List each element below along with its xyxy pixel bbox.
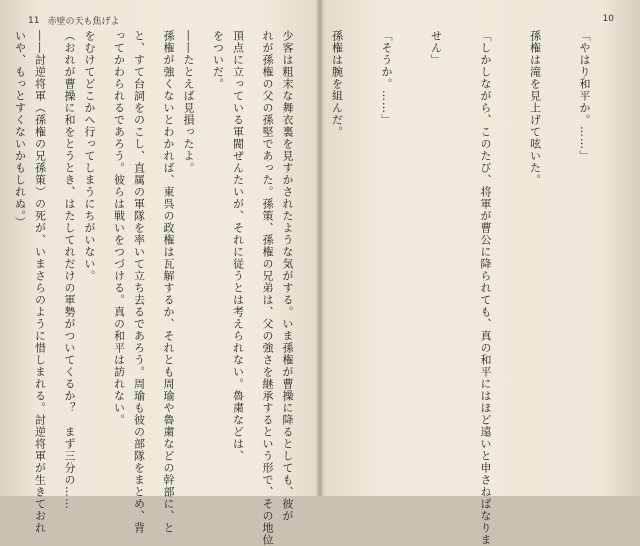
- text-line: 頂点に立っている軍閥ぜんたいが、それに従うとは考えられない。魯粛などは、: [231, 30, 245, 462]
- running-title: 赤壁の天も焦げよ: [47, 17, 120, 27]
- text-line: 少客は粗末な舞衣裏を見すかされたような気がする。いま孫権が曹操に降るとしても、彼が: [281, 30, 294, 522]
- left-page-number: 11: [28, 15, 40, 26]
- text-line: 孫権は腕を組んだ。: [330, 30, 344, 138]
- text-line: 「そうか。……」: [380, 30, 393, 126]
- text-line: ってかわられるであろう。彼らは戦いをつづける。真の和平は訪れない。: [112, 30, 126, 426]
- text-line: をついだ。: [211, 30, 225, 90]
- text-line: 「やはり和平か。……」: [578, 30, 591, 162]
- text-line: ――たとえば見損ったよ。: [182, 30, 195, 174]
- text-line: いや、もっとすくないかもしれぬ。）: [13, 30, 27, 229]
- right-page-header: [603, 14, 614, 24]
- text-line: れが孫権の父の孫堅であった。孫策、孫権の兄弟は、父の強さを継承するという形で、その地位: [261, 30, 274, 546]
- text-line: せん」: [429, 30, 443, 66]
- text-line: 孫権が強くないとわかれば、東呉の政権は瓦解するか、それとも周瑜や魯粛などの幹部に、と: [162, 30, 175, 534]
- text-line: （おれが曹操に和をとうとき、はたしてれだけの軍勢がついてくるか？ まず三分の……: [63, 30, 76, 510]
- text-line: ――討逆将軍（孫権の兄孫策）の死が、いまさらのように惜しまれる。討逆将軍が生きておれ: [33, 30, 47, 534]
- text-line: 「しかしながら、このたび、将軍が曹公に降られても、真の和平にはほど遠いと申さねばなりま: [479, 30, 492, 546]
- right-page-number: 10: [602, 14, 614, 24]
- text-line: をむけてどこかへ行ってしまうにちがいない。: [83, 30, 96, 282]
- left-page-header: [28, 14, 119, 27]
- text-line: と、すて台詞をのこし、直属の軍隊を率いて立ち去るであろう。周瑜も彼の部隊をまとめ、背: [132, 30, 146, 534]
- text-line: 孫権は滝を見上げて呟いた。: [528, 30, 542, 186]
